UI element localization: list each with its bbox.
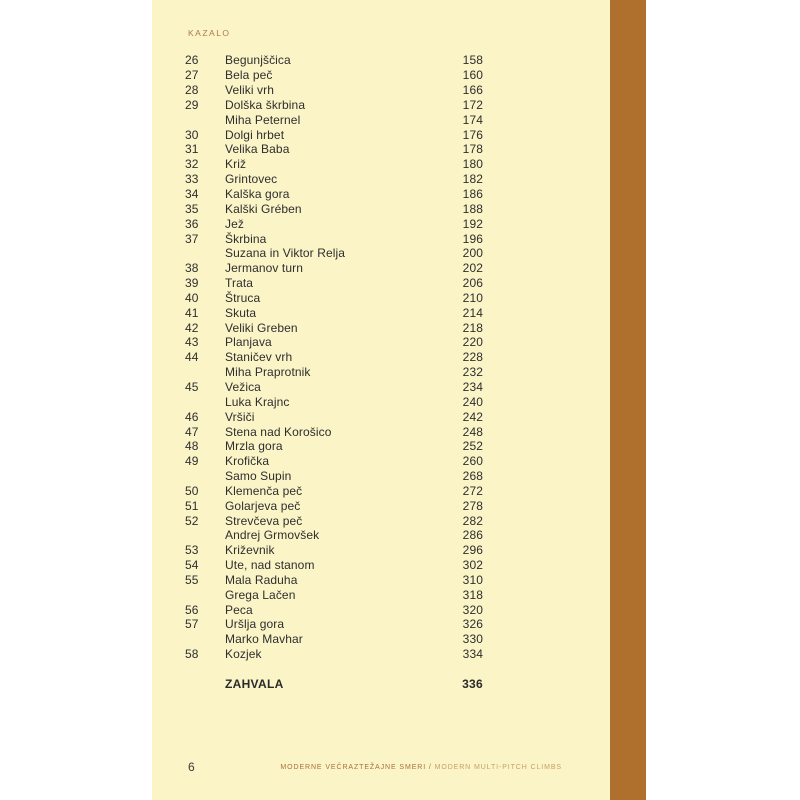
toc-list (152, 53, 610, 662)
toc-row-number: 51 (185, 498, 199, 513)
toc-row-name: Begunjščica (225, 53, 291, 68)
toc-row-page: 186 (462, 187, 483, 202)
toc-row-page: 278 (462, 498, 483, 513)
toc-row-page: 192 (462, 216, 483, 231)
toc-row (152, 335, 610, 350)
toc-row-page: 200 (462, 246, 483, 261)
toc-row-name: Štruca (225, 290, 261, 305)
toc-row-name: Grintovec (225, 172, 278, 187)
toc-row-number: 47 (185, 424, 199, 439)
toc-row-name: Kozjek (225, 647, 262, 662)
toc-row-number: 45 (185, 379, 199, 394)
toc-row-name: Velika Baba (225, 142, 290, 157)
toc-row-number: 48 (185, 439, 199, 454)
toc-row-number: 31 (185, 142, 199, 157)
book-page (152, 0, 610, 800)
toc-row-number: 53 (185, 543, 199, 558)
toc-row-name: Klemenča peč (225, 483, 303, 498)
toc-row-name: Bela peč (225, 68, 273, 83)
toc-row-page: 282 (462, 513, 483, 528)
toc-row-name: Dolška škrbina (225, 97, 306, 112)
toc-row-page: 188 (462, 201, 483, 216)
toc-row-page: 242 (462, 409, 483, 424)
toc-row-number: 46 (185, 409, 199, 424)
toc-row (152, 98, 610, 113)
toc-row (152, 157, 610, 172)
toc-row (152, 305, 610, 320)
toc-row (152, 261, 610, 276)
toc-row-number: 54 (185, 558, 199, 573)
toc-row-page: 310 (462, 572, 483, 587)
toc-row (152, 231, 610, 246)
toc-row (152, 498, 610, 513)
toc-row-page: 260 (462, 454, 483, 469)
toc-row (152, 483, 610, 498)
toc-row-name: Peca (225, 602, 253, 617)
toc-row-number: 50 (185, 483, 199, 498)
toc-row-page: 158 (462, 53, 483, 68)
toc-zahvala-row (152, 676, 610, 691)
toc-row-name: Križevnik (225, 543, 275, 558)
toc-row (152, 513, 610, 528)
toc-row-page: 286 (462, 528, 483, 543)
toc-row-page: 210 (462, 290, 483, 305)
toc-row-page: 174 (462, 112, 483, 127)
zahvala-page-number: 336 (462, 676, 483, 691)
toc-row-number: 26 (185, 53, 199, 68)
toc-row-name: Ute, nad stanom (225, 558, 315, 573)
toc-row-page: 218 (462, 320, 483, 335)
toc-row-name: Miha Praprotnik (225, 365, 311, 380)
toc-row-number: 42 (185, 320, 199, 335)
toc-row (152, 320, 610, 335)
toc-row-page: 232 (462, 365, 483, 380)
toc-row-name: Uršlja gora (225, 617, 285, 632)
toc-row-page: 248 (462, 424, 483, 439)
toc-row-name: Veliki vrh (225, 83, 275, 98)
toc-row (152, 558, 610, 573)
toc-row (152, 380, 610, 395)
toc-row-name: Staničev vrh (225, 350, 293, 365)
toc-row (152, 573, 610, 588)
toc-row-name: Samo Supin (225, 469, 292, 484)
toc-row-name: Andrej Grmovšek (225, 528, 320, 543)
toc-row-page: 234 (462, 379, 483, 394)
toc-row-page: 272 (462, 483, 483, 498)
toc-row (152, 112, 610, 127)
toc-row-number: 56 (185, 602, 199, 617)
toc-row-page: 182 (462, 172, 483, 187)
toc-row-page: 334 (462, 647, 483, 662)
footer-title-slovenian: MODERNE VEČRAZTEŽAJNE SMERI / (280, 764, 432, 771)
toc-row-name: Jež (225, 216, 244, 231)
toc-row-number: 44 (185, 350, 199, 365)
toc-row-page: 296 (462, 543, 483, 558)
toc-row-page: 320 (462, 602, 483, 617)
toc-row (152, 83, 610, 98)
toc-row (152, 424, 610, 439)
toc-row (152, 365, 610, 380)
footer-running-title (280, 764, 562, 771)
toc-row-name: Strevčeva peč (225, 513, 303, 528)
toc-row (152, 528, 610, 543)
zahvala-label: ZAHVALA (225, 676, 284, 691)
toc-row-page: 160 (462, 68, 483, 83)
toc-row-name: Vršiči (225, 409, 255, 424)
toc-row-page: 240 (462, 394, 483, 409)
toc-row-page: 180 (462, 157, 483, 172)
toc-row-name: Planjava (225, 335, 272, 350)
toc-row (152, 469, 610, 484)
toc-row (152, 647, 610, 662)
toc-row (152, 276, 610, 291)
toc-row-page: 166 (462, 83, 483, 98)
toc-row-page: 268 (462, 469, 483, 484)
toc-row-name: Golarjeva peč (225, 498, 301, 513)
toc-row-name: Grega Lačen (225, 587, 296, 602)
toc-row-number: 36 (185, 216, 199, 231)
toc-row-page: 178 (462, 142, 483, 157)
toc-row (152, 291, 610, 306)
toc-row-page: 330 (462, 632, 483, 647)
toc-row-name: Luka Krajnc (225, 394, 290, 409)
toc-row (152, 187, 610, 202)
toc-row-page: 202 (462, 261, 483, 276)
toc-row-name: Trata (225, 276, 254, 291)
toc-row-number: 30 (185, 127, 199, 142)
toc-row (152, 127, 610, 142)
toc-row-number: 55 (185, 572, 199, 587)
toc-row (152, 632, 610, 647)
toc-row-number: 41 (185, 305, 199, 320)
toc-row-name: Kalška gora (225, 187, 290, 202)
toc-row-name: Skuta (225, 305, 257, 320)
toc-row-name: Miha Peternel (225, 112, 301, 127)
toc-row-number: 37 (185, 231, 199, 246)
toc-row (152, 439, 610, 454)
toc-row (152, 201, 610, 216)
toc-row-name: Jermanov turn (225, 261, 303, 276)
toc-row-name: Marko Mavhar (225, 632, 303, 647)
footer-title-english: MODERN MULTI-PITCH CLIMBS (434, 764, 562, 771)
toc-row (152, 142, 610, 157)
toc-row-number: 32 (185, 157, 199, 172)
toc-row (152, 350, 610, 365)
toc-row (152, 454, 610, 469)
toc-row-page: 220 (462, 335, 483, 350)
toc-row-number: 58 (185, 647, 199, 662)
toc-row-name: Veliki Greben (225, 320, 298, 335)
toc-row (152, 172, 610, 187)
toc-row (152, 587, 610, 602)
toc-row-page: 214 (462, 305, 483, 320)
toc-row-page: 318 (462, 587, 483, 602)
toc-row-page: 302 (462, 558, 483, 573)
toc-row-name: Stena nad Korošico (225, 424, 332, 439)
toc-row-name: Suzana in Viktor Relja (225, 246, 346, 261)
toc-row-number: 35 (185, 201, 199, 216)
toc-row-name: Dolgi hrbet (225, 127, 285, 142)
toc-row-number: 40 (185, 290, 199, 305)
toc-row-page: 172 (462, 97, 483, 112)
toc-row-name: Križ (225, 157, 247, 172)
toc-row (152, 68, 610, 83)
toc-row-name: Mrzla gora (225, 439, 283, 454)
toc-row-name: Mala Raduha (225, 572, 298, 587)
toc-row-number: 52 (185, 513, 199, 528)
toc-row-page: 252 (462, 439, 483, 454)
page-title: KAZALO (188, 28, 231, 38)
toc-row-number: 38 (185, 261, 199, 276)
toc-row-name: Škrbina (225, 231, 267, 246)
toc-row-page: 176 (462, 127, 483, 142)
toc-row (152, 617, 610, 632)
toc-row-page: 196 (462, 231, 483, 246)
toc-row-number: 57 (185, 617, 199, 632)
footer-page-number: 6 (188, 760, 195, 774)
toc-row-page: 228 (462, 350, 483, 365)
toc-row-number: 29 (185, 97, 199, 112)
toc-row (152, 543, 610, 558)
toc-row-name: Kalški Grében (225, 201, 302, 216)
toc-row (152, 394, 610, 409)
toc-row (152, 409, 610, 424)
toc-row-number: 33 (185, 172, 199, 187)
toc-row (152, 246, 610, 261)
toc-row-page: 206 (462, 276, 483, 291)
toc-row-number: 43 (185, 335, 199, 350)
toc-row-number: 49 (185, 454, 199, 469)
toc-row-name: Krofička (225, 454, 270, 469)
toc-row-name: Vežica (225, 379, 261, 394)
toc-row-page: 326 (462, 617, 483, 632)
spine-stripe (610, 0, 646, 800)
toc-row-number: 34 (185, 187, 199, 202)
toc-row-number: 28 (185, 83, 199, 98)
toc-row-number: 27 (185, 68, 199, 83)
toc-row (152, 216, 610, 231)
toc-row (152, 53, 610, 68)
toc-row-number: 39 (185, 276, 199, 291)
toc-row (152, 602, 610, 617)
